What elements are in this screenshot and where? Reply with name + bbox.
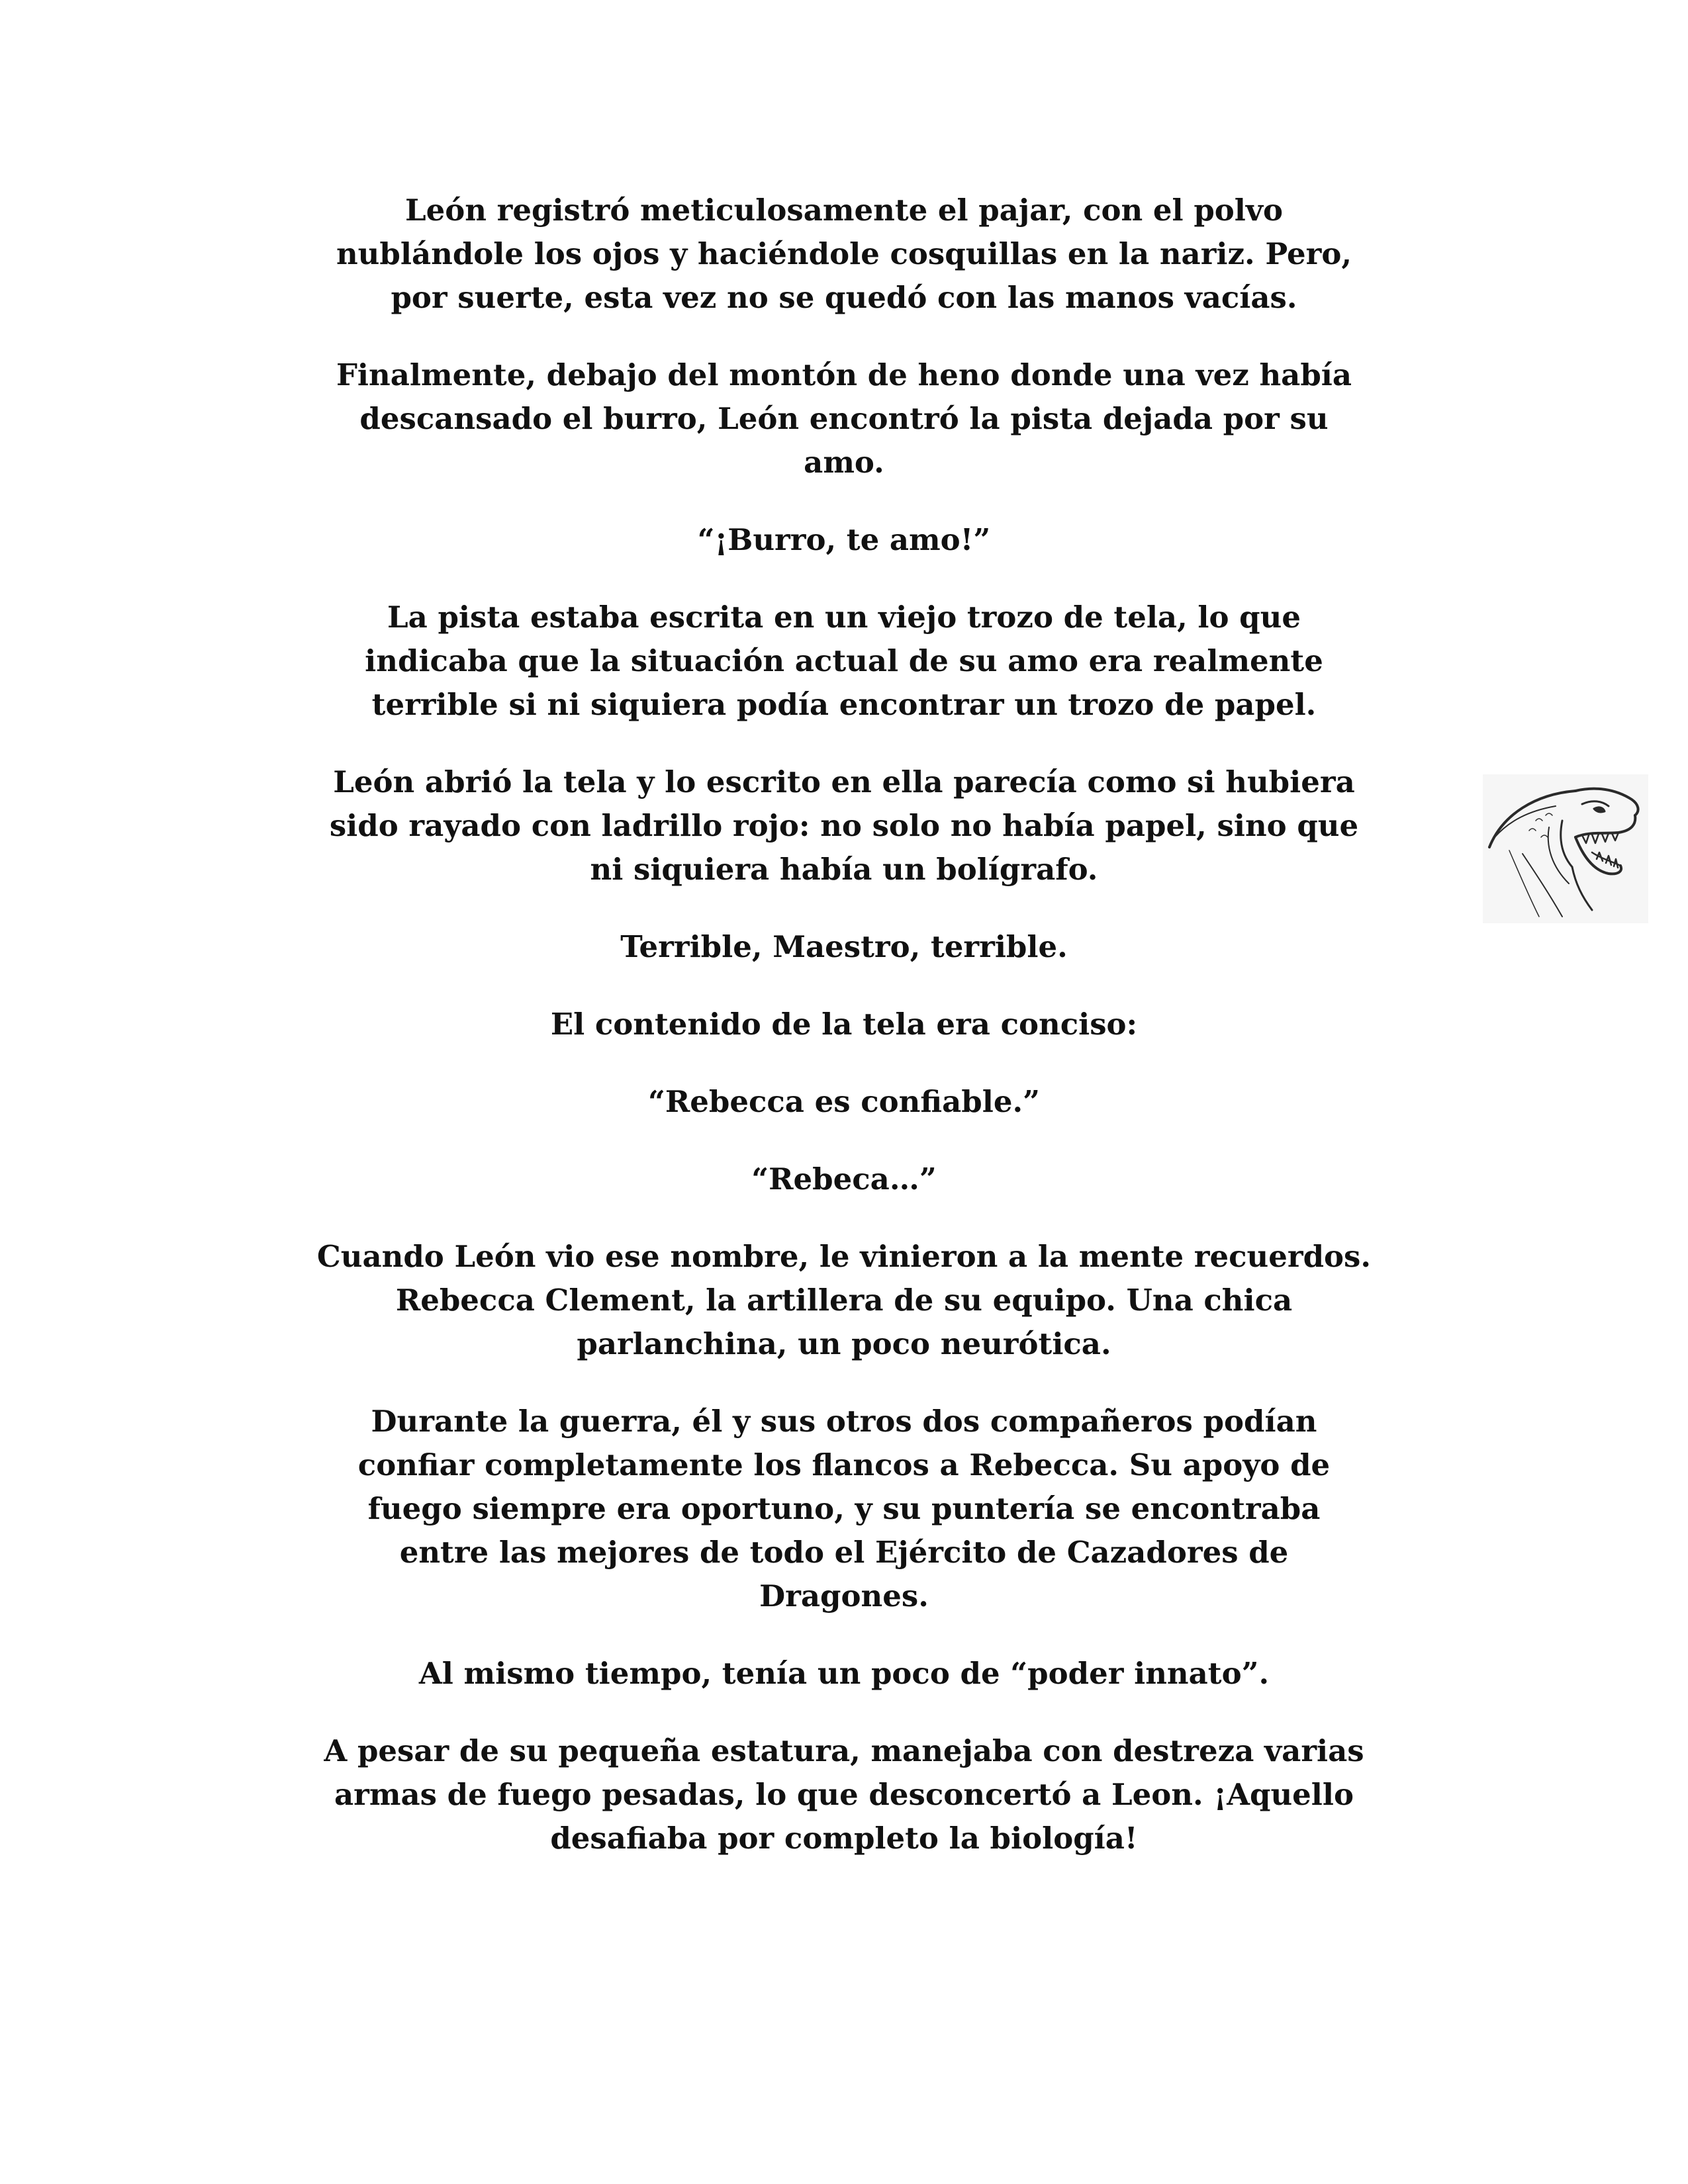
text-line: A pesar de su pequeña estatura, manejaba con destreza varias (324, 1733, 1364, 1768)
text-line: terrible si ni siquiera podía encontrar un trozo de papel. (371, 687, 1317, 722)
text-line: por suerte, esta vez no se quedó con las manos vacías. (391, 280, 1297, 315)
text-line: Dragones. (759, 1578, 929, 1614)
text-line: “¡Burro, te amo!” (697, 522, 991, 557)
text-line: La pista estaba escrita en un viejo trozo de tela, lo que (387, 600, 1301, 635)
text-line: fuego siempre era oportuno, y su puntería se encontraba (367, 1491, 1321, 1526)
text-line: “Rebeca…” (751, 1161, 937, 1197)
paragraph (225, 1400, 1463, 1618)
text-line: entre las mejores de todo el Ejército de Cazadores de (399, 1535, 1289, 1570)
text-line: descansado el burro, León encontró la pista dejada por su (359, 401, 1329, 436)
paragraph (225, 1729, 1463, 1860)
dinosaur-head-sketch-icon (1483, 774, 1648, 923)
paragraph (225, 1003, 1463, 1046)
paragraph (225, 1080, 1463, 1124)
text-line: Al mismo tiempo, tenía un poco de “poder innato”. (418, 1656, 1270, 1691)
paragraph (225, 518, 1463, 562)
text-line: Durante la guerra, él y sus otros dos compañeros podían (371, 1404, 1317, 1439)
paragraph (225, 760, 1463, 891)
text-line: Terrible, Maestro, terrible. (620, 929, 1068, 964)
text-line: ni siquiera había un bolígrafo. (590, 852, 1098, 887)
text-line: nublándole los ojos y haciéndole cosquillas en la nariz. Pero, (336, 236, 1352, 271)
text-line: indicaba que la situación actual de su amo era realmente (365, 643, 1323, 678)
text-line: sido rayado con ladrillo rojo: no solo no había papel, sino que (329, 808, 1359, 843)
text-line: desafiaba por completo la biología! (550, 1821, 1138, 1856)
paragraph (225, 353, 1463, 484)
paragraph (225, 1235, 1463, 1366)
paragraph (225, 1158, 1463, 1201)
text-line: armas de fuego pesadas, lo que desconcertó a Leon. ¡Aquello (334, 1777, 1354, 1812)
text-line: Rebecca Clement, la artillera de su equipo. Una chica (395, 1283, 1293, 1318)
paragraph (225, 596, 1463, 727)
story-text (225, 189, 1463, 1894)
text-line: parlanchina, un poco neurótica. (577, 1326, 1111, 1361)
text-line: confiar completamente los flancos a Rebecca. Su apoyo de (357, 1447, 1331, 1482)
text-line: León registró meticulosamente el pajar, con el polvo (404, 193, 1284, 228)
paragraph (225, 189, 1463, 320)
paragraph (225, 925, 1463, 969)
text-line: amo. (804, 445, 884, 480)
text-line: El contenido de la tela era conciso: (550, 1007, 1138, 1042)
text-line: León abrió la tela y lo escrito en ella parecía como si hubiera (333, 764, 1355, 799)
paragraph (225, 1652, 1463, 1696)
text-line: “Rebecca es confiable.” (647, 1084, 1040, 1119)
text-line: Cuando León vio ese nombre, le vinieron a la mente recuerdos. (316, 1239, 1372, 1274)
text-line: Finalmente, debajo del montón de heno donde una vez había (336, 357, 1352, 392)
